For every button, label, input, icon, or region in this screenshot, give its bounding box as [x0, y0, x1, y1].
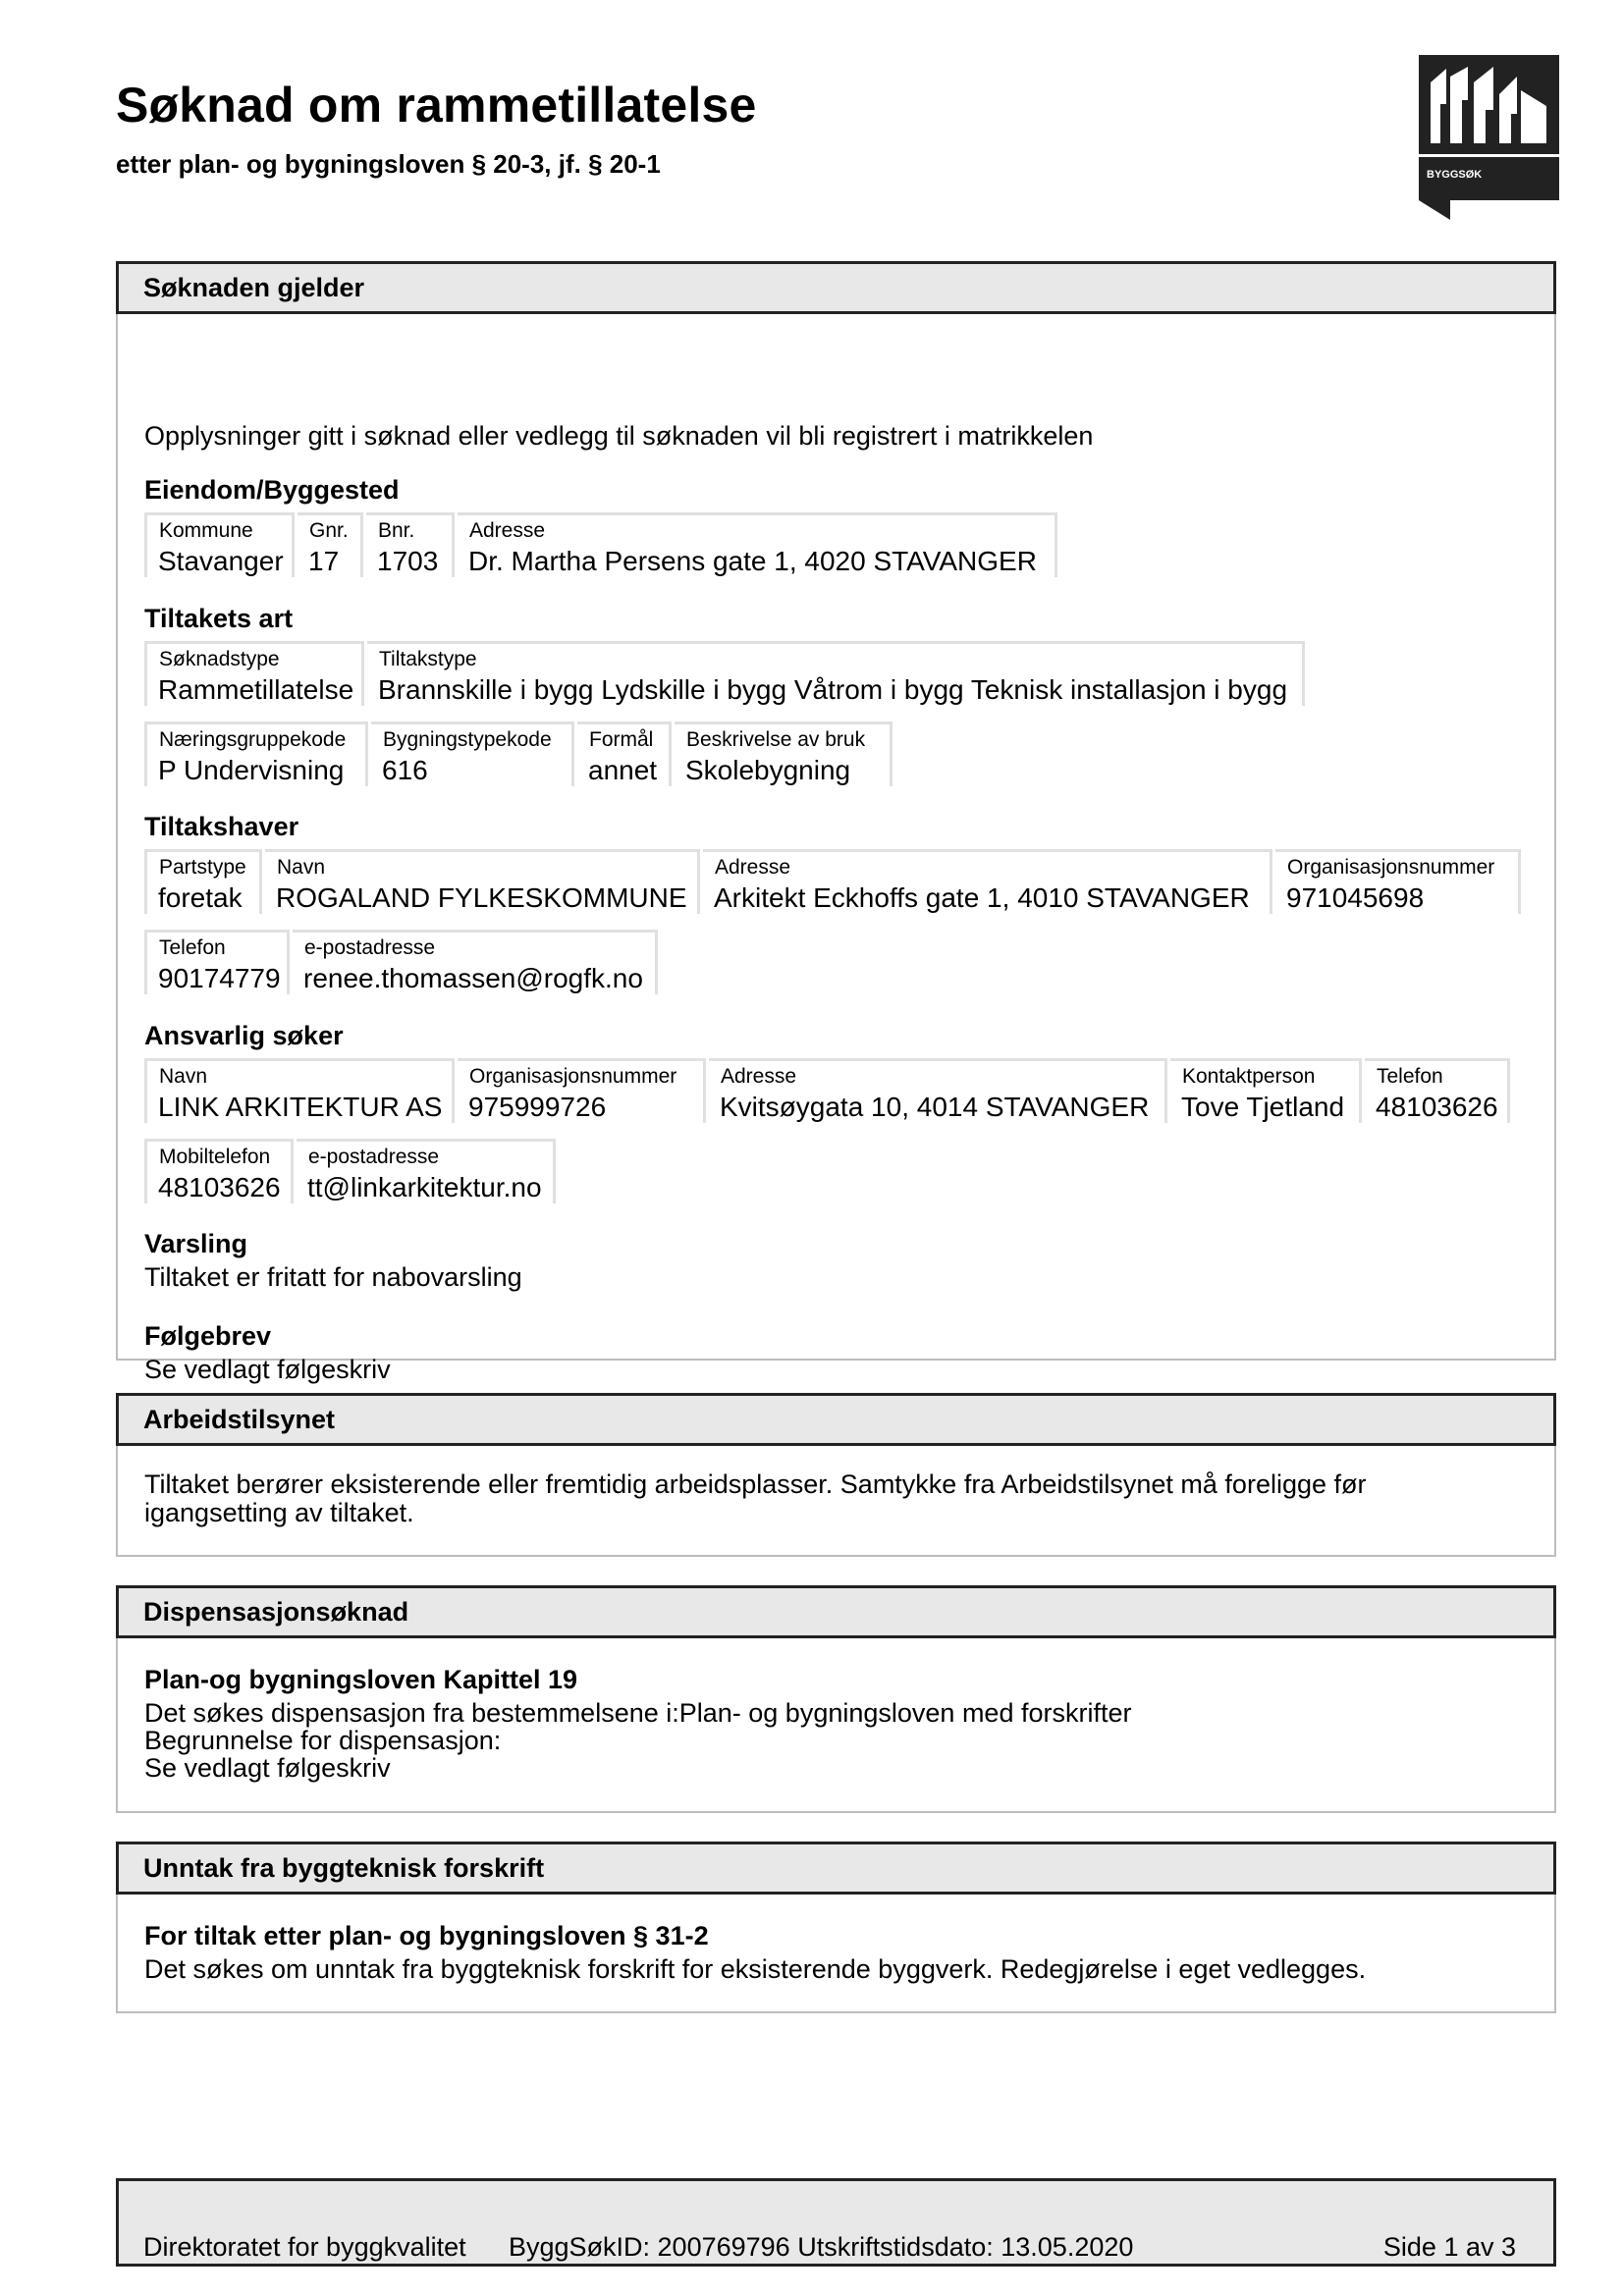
field-value: 975999726 [468, 1092, 607, 1122]
field-value: LINK ARKITEKTUR AS [158, 1092, 443, 1122]
field-epost [297, 1139, 556, 1203]
section-title: Unntak fra byggteknisk forskrift [116, 1842, 1556, 1895]
page-title: Søknad om rammetillatelse [116, 78, 757, 133]
section-title: Arbeidstilsynet [116, 1393, 1556, 1446]
ansvarlig-fields-row1 [144, 1058, 1510, 1123]
dispensasjon-line1: Det søkes dispensasjon fra bestemmelsene i:Plan- og bygningsloven med forskrifter [144, 1698, 1132, 1728]
field-beskrivelse [675, 721, 893, 786]
section-title: Dispensasjonsøknad [116, 1585, 1556, 1638]
svg-text:BYGGSØK: BYGGSØK [1427, 169, 1483, 181]
tiltakshaver-heading: Tiltakshaver [144, 812, 299, 841]
field-label: Bnr. [378, 519, 415, 542]
field-label: Bygningstypekode [383, 728, 552, 751]
field-label: e-postadresse [304, 936, 436, 959]
field-label: Navn [277, 856, 326, 879]
field-value: 48103626 [158, 1172, 281, 1202]
field-formal [577, 721, 672, 786]
unntak-text: Det søkes om unntak fra byggteknisk forskrift for eksisterende byggverk. Redegjørelse i eget vedlegges. [144, 1954, 1367, 1984]
field-label: Kontaktperson [1182, 1065, 1316, 1088]
field-label: Adresse [721, 1065, 797, 1088]
unntak-heading: For tiltak etter plan- og bygningsloven § 31-2 [144, 1921, 709, 1950]
field-label: Navn [159, 1065, 208, 1088]
field-value: ROGALAND FYLKESKOMMUNE [276, 882, 687, 913]
field-naeringsgruppekode [144, 721, 368, 786]
field-value: Dr. Martha Persens gate 1, 4020 STAVANGER [468, 546, 1037, 576]
page-footer [116, 2178, 1556, 2267]
dispensasjon-line3: Se vedlagt følgeskriv [144, 1753, 391, 1783]
field-label: Telefon [1377, 1065, 1443, 1088]
section-title: Søknaden gjelder [116, 261, 1556, 314]
field-value: 17 [308, 546, 340, 576]
page-subtitle: etter plan- og bygningsloven § 20-3, jf. § 20-1 [116, 149, 661, 179]
field-epost [293, 930, 658, 994]
field-mobiltelefon [144, 1139, 294, 1203]
field-label: Næringsgruppekode [159, 728, 347, 751]
field-value: Rammetillatelse [158, 674, 354, 705]
field-value: Stavanger [158, 546, 284, 576]
field-value: tt@linkarkitektur.no [307, 1172, 542, 1202]
field-label: Kommune [159, 519, 253, 542]
footer-byggsok-id: ByggSøkID: 200769796 Utskriftstidsdato: 13.05.2020 [509, 2232, 1134, 2262]
tiltak-fields-row1 [144, 641, 1305, 706]
field-label: Formål [589, 728, 654, 751]
tiltakshaver-fields-row1 [144, 849, 1521, 914]
field-adresse [703, 849, 1272, 914]
field-value: annet [588, 755, 658, 785]
tiltakshaver-fields-row2 [144, 930, 658, 994]
folgebrev-text: Se vedlagt følgeskriv [144, 1355, 391, 1384]
field-value: 1703 [377, 546, 439, 576]
field-telefon [144, 930, 290, 994]
field-tiltakstype [367, 641, 1305, 706]
section-dispensasjon [116, 1585, 1556, 1813]
ansvarlig-fields-row2 [144, 1139, 556, 1203]
dispensasjon-line2: Begrunnelse for dispensasjon: [144, 1726, 502, 1755]
folgebrev-heading: Følgebrev [144, 1321, 272, 1351]
tiltak-fields-row2 [144, 721, 893, 786]
field-label: Organisasjonsnummer [1287, 856, 1495, 879]
field-value: 971045698 [1286, 882, 1425, 913]
footer-page-number: Side 1 av 3 [1382, 2232, 1516, 2262]
field-value: 616 [382, 755, 428, 785]
field-adresse [709, 1058, 1167, 1123]
footer-org: Direktoratet for byggkvalitet [143, 2232, 466, 2262]
dispensasjon-heading: Plan-og bygningsloven Kapittel 19 [144, 1665, 578, 1694]
section-soknaden-gjelder [116, 261, 1556, 1384]
ansvarlig-heading: Ansvarlig søker [144, 1021, 344, 1050]
tiltak-heading: Tiltakets art [144, 604, 294, 633]
field-organisasjonsnummer [1275, 849, 1521, 914]
field-label: Mobiltelefon [159, 1146, 271, 1168]
field-navn [265, 849, 700, 914]
field-gnr [298, 512, 363, 577]
field-organisasjonsnummer [458, 1058, 706, 1123]
field-partstype [144, 849, 262, 914]
field-label: Telefon [159, 936, 226, 959]
eiendom-heading: Eiendom/Byggested [144, 475, 400, 505]
section-arbeidstilsynet [116, 1393, 1556, 1557]
field-value: Skolebygning [685, 755, 851, 785]
field-value: 48103626 [1376, 1092, 1498, 1122]
field-label: e-postadresse [308, 1146, 440, 1168]
registry-notice: Opplysninger gitt i søknad eller vedlegg til søknaden vil bli registrert i matrikkelen [144, 421, 1094, 451]
field-label: Gnr. [309, 519, 349, 542]
field-value: P Undervisning [158, 755, 345, 785]
field-label: Søknadstype [159, 648, 280, 670]
field-value: Arkitekt Eckhoffs gate 1, 4010 STAVANGER [714, 882, 1250, 913]
field-label: Adresse [469, 519, 546, 542]
field-telefon [1365, 1058, 1510, 1123]
field-value: foretak [158, 882, 243, 913]
field-value: renee.thomassen@rogfk.no [303, 963, 643, 993]
section-unntak [116, 1842, 1556, 2013]
field-bygningstypekode [371, 721, 574, 786]
field-label: Adresse [715, 856, 791, 879]
field-navn [144, 1058, 455, 1123]
eiendom-fields [144, 512, 1057, 577]
field-bnr [366, 512, 455, 577]
arbeidstilsynet-text: Tiltaket berører eksisterende eller fremtidig arbeidsplasser. Samtykke fra Arbeidstilsynet må foreligge før igangsetting av tiltaket. [144, 1469, 1367, 1527]
field-label: Partstype [159, 856, 246, 879]
field-label: Organisasjonsnummer [469, 1065, 677, 1088]
byggsok-logo [1419, 55, 1559, 220]
field-label: Beskrivelse av bruk [686, 728, 866, 751]
field-value: Tove Tjetland [1181, 1092, 1345, 1122]
field-kontaktperson [1170, 1058, 1362, 1123]
varsling-text: Tiltaket er fritatt for nabovarsling [144, 1262, 522, 1292]
field-label: Tiltakstype [379, 648, 477, 670]
field-value: Kvitsøygata 10, 4014 STAVANGER [720, 1092, 1150, 1122]
field-adresse [458, 512, 1057, 577]
field-value: Brannskille i bygg Lydskille i bygg Våtrom i bygg Teknisk installasjon i bygg [378, 674, 1288, 705]
field-value: 90174779 [158, 963, 281, 993]
field-kommune [144, 512, 295, 577]
field-soknadstype [144, 641, 364, 706]
varsling-heading: Varsling [144, 1229, 248, 1258]
